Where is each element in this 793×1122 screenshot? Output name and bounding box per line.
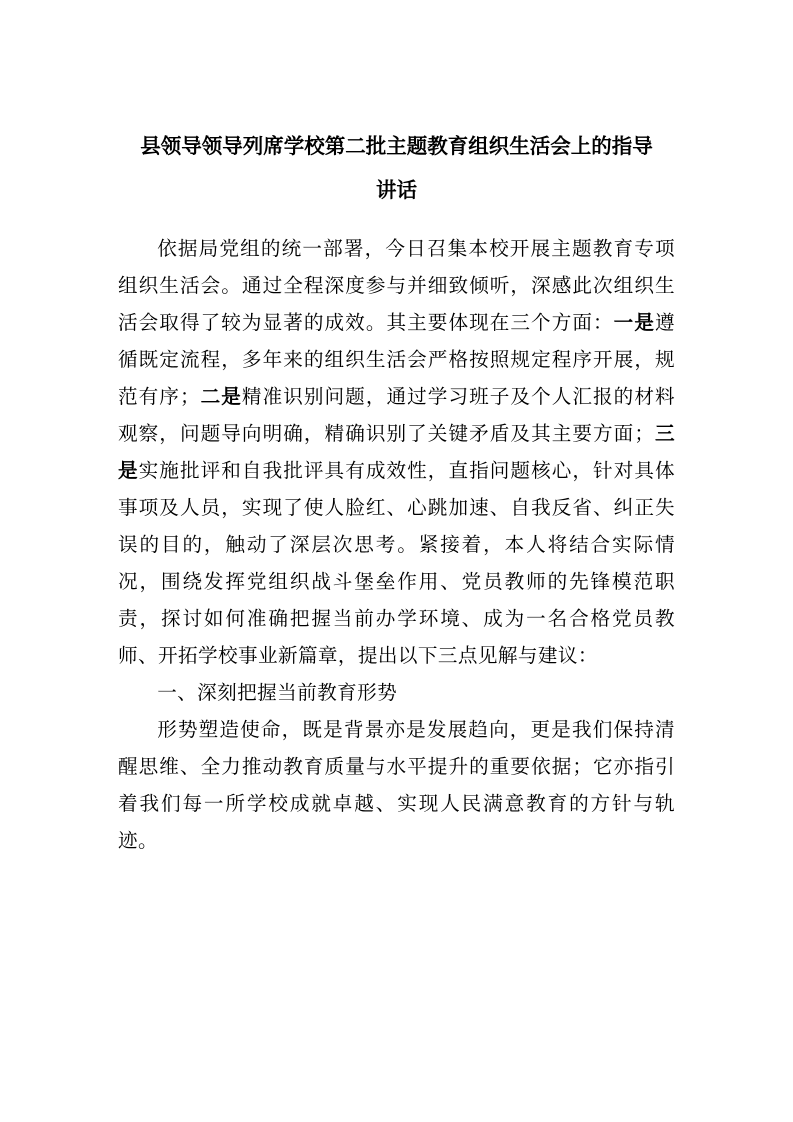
paragraph-section-1: 形势塑造使命，既是背景亦是发展趋向，更是我们保持清醒思维、全力推动教育质量与水平提升的重要依据；它亦指引着我们每一所学校成就卓越、实现人民满意教育的方针与轨迹。 [118, 718, 675, 852]
point-text-3: 实施批评和自我批评具有成效性，直指问题核心，针对具体事项及人员，实现了使人脸红、心跳加速、自我反省、纠正失误的目的，触动了深层次思考。紧接着，本人将结合实际情况，围绕发挥党组织战斗堡垒作用、党员教师的先锋模范职责，探讨如何准确把握当前办学环境、成为一名合格党员教师、开拓学校事业新篇章，提出以下三点见解与建议： [118, 459, 675, 667]
paragraph-intro [118, 230, 675, 674]
section-heading-1: 一、深刻把握当前教育形势 [157, 681, 398, 704]
point-text-1: 遵循既定流程，多年来的组织生活会严格按照规定程序开展，规范有序； [118, 311, 675, 408]
point-marker-3: 三是 [118, 422, 675, 482]
document-body [118, 230, 675, 859]
point-marker-2: 二是 [199, 385, 242, 408]
intro-text: 依据局党组的统一部署，今日召集本校开展主题教育专项组织生活会。通过全程深度参与并细致倾听，深感此次组织生活会取得了较为显著的成效。其主要体现在三个方面： [118, 237, 675, 334]
document-title-line-2: 讲话 [376, 178, 417, 202]
point-text-2: 精准识别问题，通过学习班子及个人汇报的材料观察，问题导向明确，精确识别了关键矛盾及其主要方面； [118, 385, 675, 445]
document-title-line-1: 县领导领导列席学校第二批主题教育组织生活会上的指导 [140, 134, 653, 158]
point-marker-1: 一是 [613, 311, 655, 334]
